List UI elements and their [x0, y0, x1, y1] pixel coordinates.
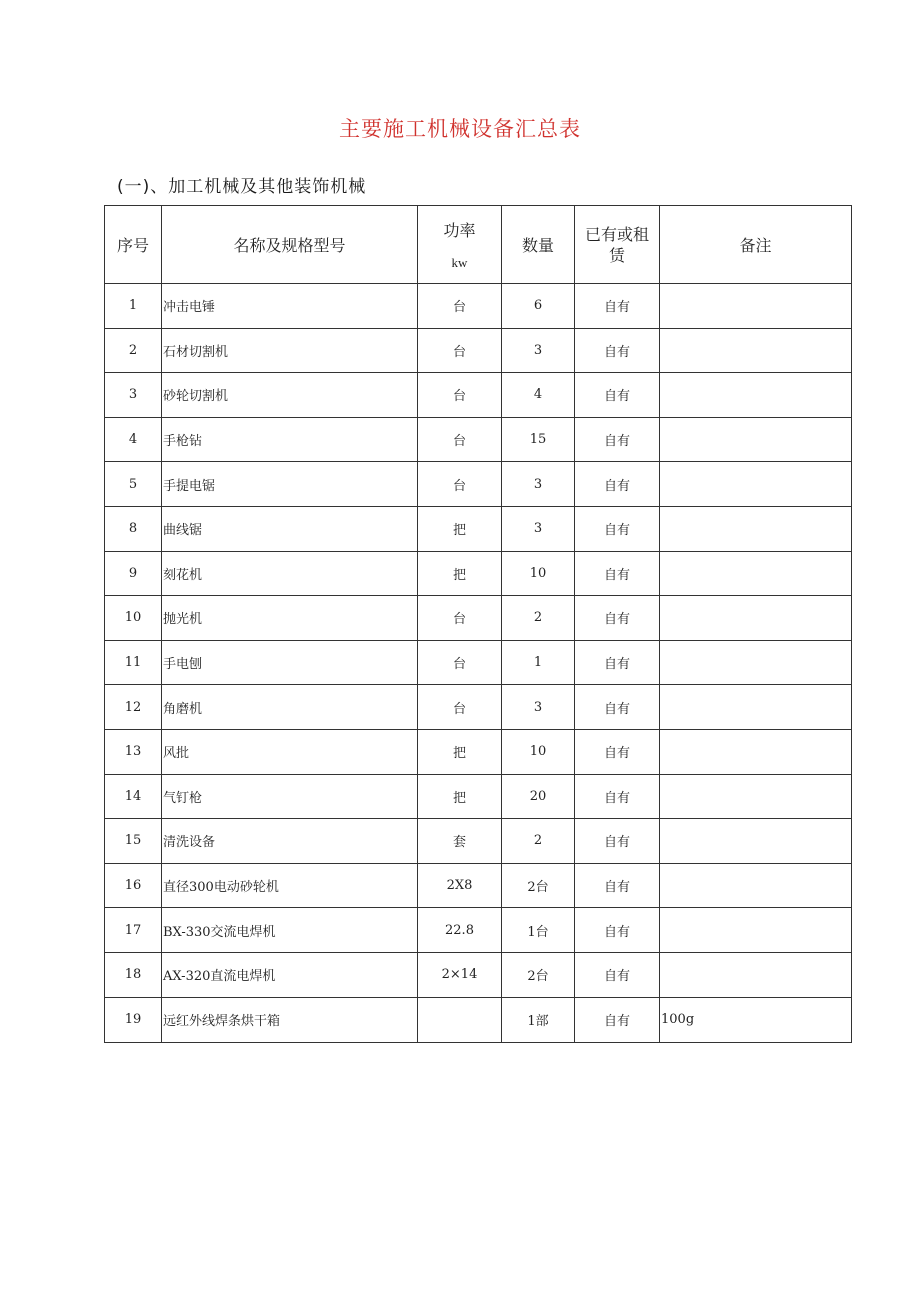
- cell-index: 10: [105, 596, 162, 641]
- header-row: [105, 206, 852, 284]
- cell-remarks: [660, 774, 852, 819]
- table-header: [105, 206, 852, 284]
- cell-quantity: 10: [502, 551, 575, 596]
- cell-name: 砂轮切割机: [162, 373, 418, 418]
- cell-name: 手提电锯: [162, 462, 418, 507]
- cell-quantity: 3: [502, 328, 575, 373]
- cell-index: 17: [105, 908, 162, 953]
- table-row: [105, 328, 852, 373]
- cell-power: 台: [418, 373, 502, 418]
- table-row: [105, 997, 852, 1042]
- cell-index: 19: [105, 997, 162, 1042]
- cell-name: 角磨机: [162, 685, 418, 730]
- cell-power: 2X8: [418, 863, 502, 908]
- cell-quantity: 2: [502, 819, 575, 864]
- cell-quantity: 20: [502, 774, 575, 819]
- header-index: 序号: [105, 206, 162, 284]
- cell-power: [418, 997, 502, 1042]
- table-row: [105, 640, 852, 685]
- cell-remarks: [660, 417, 852, 462]
- cell-power: 台: [418, 284, 502, 329]
- cell-name: 气钉枪: [162, 774, 418, 819]
- cell-ownership: 自有: [575, 596, 660, 641]
- table-row: [105, 952, 852, 997]
- cell-name: 冲击电锤: [162, 284, 418, 329]
- cell-ownership: 自有: [575, 729, 660, 774]
- cell-index: 12: [105, 685, 162, 730]
- cell-index: 5: [105, 462, 162, 507]
- cell-index: 4: [105, 417, 162, 462]
- cell-name: BX-330交流电焊机: [162, 908, 418, 953]
- cell-power: 台: [418, 596, 502, 641]
- cell-name: 风批: [162, 729, 418, 774]
- table-row: [105, 819, 852, 864]
- cell-index: 18: [105, 952, 162, 997]
- table-row: [105, 462, 852, 507]
- cell-remarks: [660, 685, 852, 730]
- cell-power: 套: [418, 819, 502, 864]
- cell-ownership: 自有: [575, 551, 660, 596]
- header-remarks: 备注: [660, 206, 852, 284]
- table-row: [105, 596, 852, 641]
- cell-power: 台: [418, 462, 502, 507]
- cell-name: 直径300电动砂轮机: [162, 863, 418, 908]
- cell-name: 刻花机: [162, 551, 418, 596]
- cell-quantity: 15: [502, 417, 575, 462]
- cell-ownership: 自有: [575, 284, 660, 329]
- header-power-label: 功率: [443, 221, 476, 240]
- cell-name: 曲线锯: [162, 506, 418, 551]
- cell-name: 清洗设备: [162, 819, 418, 864]
- cell-ownership: 自有: [575, 863, 660, 908]
- header-power-unit: kw: [451, 255, 468, 270]
- table-row: [105, 908, 852, 953]
- cell-ownership: 自有: [575, 328, 660, 373]
- cell-ownership: 自有: [575, 997, 660, 1042]
- table-row: [105, 774, 852, 819]
- cell-remarks: 100g: [660, 997, 852, 1042]
- cell-remarks: [660, 863, 852, 908]
- cell-quantity: 3: [502, 685, 575, 730]
- header-ownership-label: 已有或租赁: [584, 224, 649, 265]
- table-row: [105, 551, 852, 596]
- cell-quantity: 1台: [502, 908, 575, 953]
- cell-name: AX-320直流电焊机: [162, 952, 418, 997]
- cell-ownership: 自有: [575, 506, 660, 551]
- cell-ownership: 自有: [575, 640, 660, 685]
- cell-power: 把: [418, 506, 502, 551]
- cell-ownership: 自有: [575, 908, 660, 953]
- cell-remarks: [660, 373, 852, 418]
- cell-power: 台: [418, 328, 502, 373]
- table-row: [105, 373, 852, 418]
- cell-remarks: [660, 596, 852, 641]
- cell-index: 2: [105, 328, 162, 373]
- cell-ownership: 自有: [575, 462, 660, 507]
- cell-power: 把: [418, 774, 502, 819]
- cell-quantity: 6: [502, 284, 575, 329]
- table-row: [105, 685, 852, 730]
- cell-index: 8: [105, 506, 162, 551]
- cell-index: 15: [105, 819, 162, 864]
- cell-power: 22.8: [418, 908, 502, 953]
- cell-index: 11: [105, 640, 162, 685]
- cell-remarks: [660, 952, 852, 997]
- cell-quantity: 3: [502, 462, 575, 507]
- cell-quantity: 10: [502, 729, 575, 774]
- cell-remarks: [660, 328, 852, 373]
- cell-power: 台: [418, 640, 502, 685]
- cell-remarks: [660, 462, 852, 507]
- cell-index: 1: [105, 284, 162, 329]
- cell-power: 2×14: [418, 952, 502, 997]
- document-title: 主要施工机械设备汇总表: [339, 117, 581, 141]
- cell-remarks: [660, 551, 852, 596]
- cell-quantity: 4: [502, 373, 575, 418]
- cell-quantity: 1: [502, 640, 575, 685]
- header-ownership: [575, 206, 660, 284]
- cell-remarks: [660, 640, 852, 685]
- cell-name: 手枪钻: [162, 417, 418, 462]
- table-body: [105, 284, 852, 1043]
- cell-index: 13: [105, 729, 162, 774]
- cell-power: 台: [418, 417, 502, 462]
- cell-remarks: [660, 908, 852, 953]
- cell-index: 16: [105, 863, 162, 908]
- table-row: [105, 506, 852, 551]
- cell-quantity: 2: [502, 596, 575, 641]
- table-row: [105, 863, 852, 908]
- cell-ownership: 自有: [575, 685, 660, 730]
- table-row: [105, 284, 852, 329]
- cell-remarks: [660, 506, 852, 551]
- section-heading: (一)、加工机械及其他装饰机械: [117, 177, 367, 197]
- cell-index: 3: [105, 373, 162, 418]
- cell-power: 把: [418, 729, 502, 774]
- cell-power: 把: [418, 551, 502, 596]
- header-name: 名称及规格型号: [162, 206, 418, 284]
- cell-ownership: 自有: [575, 774, 660, 819]
- cell-name: 手电刨: [162, 640, 418, 685]
- cell-quantity: 2台: [502, 863, 575, 908]
- table-row: [105, 417, 852, 462]
- cell-name: 远红外线焊条烘干箱: [162, 997, 418, 1042]
- header-quantity: 数量: [502, 206, 575, 284]
- cell-remarks: [660, 284, 852, 329]
- cell-name: 抛光机: [162, 596, 418, 641]
- cell-quantity: 3: [502, 506, 575, 551]
- cell-ownership: 自有: [575, 952, 660, 997]
- equipment-table: [104, 205, 852, 1043]
- cell-index: 14: [105, 774, 162, 819]
- cell-index: 9: [105, 551, 162, 596]
- cell-quantity: 1部: [502, 997, 575, 1042]
- cell-remarks: [660, 819, 852, 864]
- cell-ownership: 自有: [575, 819, 660, 864]
- table-row: [105, 729, 852, 774]
- header-power: [418, 206, 502, 284]
- cell-ownership: 自有: [575, 373, 660, 418]
- cell-power: 台: [418, 685, 502, 730]
- cell-quantity: 2台: [502, 952, 575, 997]
- cell-name: 石材切割机: [162, 328, 418, 373]
- cell-remarks: [660, 729, 852, 774]
- cell-ownership: 自有: [575, 417, 660, 462]
